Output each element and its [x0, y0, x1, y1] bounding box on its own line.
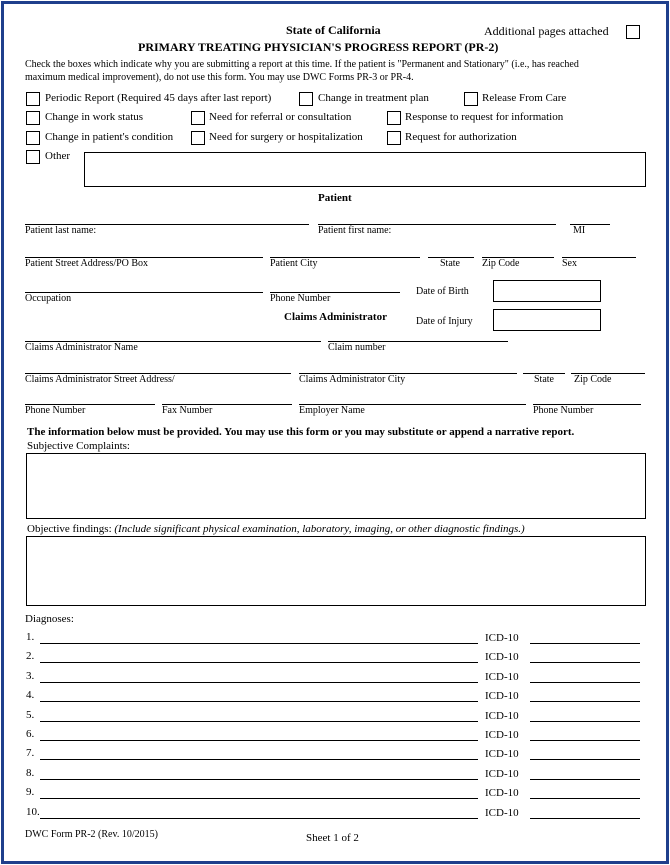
diagnosis-field[interactable]	[40, 701, 478, 702]
icd10-label: ICD-10	[485, 748, 519, 761]
authorization-label: Request for authorization	[405, 131, 517, 143]
diagnosis-field[interactable]	[40, 818, 478, 819]
change-treatment-checkbox[interactable]	[299, 92, 313, 106]
icd10-label: ICD-10	[485, 632, 519, 644]
patient-street-label: Patient Street Address/PO Box	[25, 258, 149, 269]
patient-zip-label: Zip Code	[482, 258, 520, 269]
diagnosis-number: 2.	[26, 650, 35, 663]
icd10-code-field[interactable]	[530, 643, 640, 644]
objective-findings-title: Objective findings:	[27, 523, 112, 535]
diagnosis-field[interactable]	[40, 721, 478, 722]
occupation-label: Occupation	[25, 293, 72, 304]
additional-pages-checkbox[interactable]	[626, 25, 640, 39]
other-checkbox[interactable]	[26, 150, 40, 164]
icd10-label: ICD-10	[485, 690, 519, 703]
icd10-code-field[interactable]	[530, 798, 640, 799]
icd10-label: ICD-10	[485, 670, 519, 683]
diagnosis-field[interactable]	[40, 662, 478, 663]
patient-city-label: Patient City	[270, 258, 318, 269]
diagnosis-number: 9.	[26, 786, 35, 799]
patient-condition-checkbox[interactable]	[26, 131, 40, 145]
icd10-code-field[interactable]	[530, 740, 640, 741]
claims-city-label: Claims Administrator City	[299, 374, 406, 385]
claims-street-label: Claims Administrator Street Address/	[25, 374, 175, 385]
icd10-code-field[interactable]	[530, 818, 640, 819]
diagnosis-field[interactable]	[40, 740, 478, 741]
periodic-report-checkbox[interactable]	[26, 92, 40, 106]
dob-field[interactable]	[493, 280, 601, 302]
release-care-checkbox[interactable]	[464, 92, 478, 106]
patient-mi-label: MI	[573, 225, 586, 236]
claims-state-label: State	[534, 374, 554, 385]
fax-label: Fax Number	[162, 405, 213, 416]
diagnosis-number: 4.	[26, 689, 35, 702]
response-checkbox[interactable]	[387, 111, 401, 125]
diagnosis-number: 6.	[26, 728, 35, 740]
referral-label: Need for referral or consultation	[209, 111, 352, 123]
claims-admin-heading: Claims Administrator	[284, 311, 387, 323]
diagnosis-field[interactable]	[40, 779, 478, 780]
patient-condition-label: Change in patient's condition	[45, 131, 174, 143]
claims-phone-label: Phone Number	[25, 405, 86, 416]
subjective-label: Subjective Complaints:	[27, 440, 130, 452]
icd10-code-field[interactable]	[530, 721, 640, 722]
diagnosis-number: 5.	[26, 708, 35, 721]
icd10-label: ICD-10	[485, 787, 519, 800]
additional-pages-label: Additional pages attached	[484, 24, 609, 38]
instructions-line-2: maximum medical improvement), do not use this form. You may use DWC Forms PR-3 or PR-4.	[25, 72, 414, 83]
diagnosis-number: 10.	[26, 805, 40, 818]
employer-phone-label: Phone Number	[533, 405, 594, 416]
icd10-code-field[interactable]	[530, 759, 640, 760]
work-status-checkbox[interactable]	[26, 111, 40, 125]
diagnosis-field[interactable]	[40, 682, 478, 683]
doi-field[interactable]	[493, 309, 601, 331]
patient-phone-label: Phone Number	[270, 293, 331, 304]
claim-number-label: Claim number	[328, 342, 386, 353]
icd10-code-field[interactable]	[530, 779, 640, 780]
patient-state-label: State	[440, 258, 460, 269]
icd10-label: ICD-10	[485, 651, 519, 664]
diagnoses-heading: Diagnoses:	[25, 613, 74, 625]
objective-findings-note: (Include significant physical examination, laboratory, imaging, or other diagnostic findings.)	[114, 523, 525, 535]
diagnosis-number: 8.	[26, 766, 35, 779]
diagnosis-field[interactable]	[40, 759, 478, 760]
objective-findings-field[interactable]	[26, 536, 646, 606]
required-info-notice: The information below must be provided. You may use this form or you may substitute or append a narrative report.	[27, 426, 575, 438]
patient-first-name-label: Patient first name:	[318, 225, 392, 236]
sheet-number: Sheet 1 of 2	[306, 832, 359, 844]
dob-label: Date of Birth	[416, 286, 469, 297]
patient-heading: Patient	[318, 192, 352, 204]
release-care-label: Release From Care	[482, 92, 567, 104]
referral-checkbox[interactable]	[191, 111, 205, 125]
change-treatment-label: Change in treatment plan	[318, 92, 429, 104]
doi-label: Date of Injury	[416, 316, 473, 327]
state-heading: State of California	[286, 23, 381, 37]
periodic-report-label: Periodic Report (Required 45 days after last report)	[45, 92, 272, 104]
response-label: Response to request for information	[405, 111, 564, 123]
diagnosis-field[interactable]	[40, 643, 478, 644]
subjective-complaints-field[interactable]	[26, 453, 646, 519]
diagnosis-field[interactable]	[40, 798, 478, 799]
icd10-code-field[interactable]	[530, 701, 640, 702]
icd10-code-field[interactable]	[530, 682, 640, 683]
other-label: Other	[45, 150, 71, 162]
claims-zip-label: Zip Code	[574, 374, 612, 385]
icd10-label: ICD-10	[485, 767, 519, 780]
form-id: DWC Form PR-2 (Rev. 10/2015)	[25, 829, 158, 840]
icd10-label: ICD-10	[485, 806, 519, 819]
authorization-checkbox[interactable]	[387, 131, 401, 145]
claims-admin-name-label: Claims Administrator Name	[25, 342, 138, 353]
surgery-checkbox[interactable]	[191, 131, 205, 145]
form-title: PRIMARY TREATING PHYSICIAN'S PROGRESS REPORT (PR-2)	[138, 40, 499, 54]
surgery-label: Need for surgery or hospitalization	[209, 131, 363, 143]
icd10-label: ICD-10	[485, 709, 519, 722]
icd10-code-field[interactable]	[530, 662, 640, 663]
diagnosis-number: 3.	[26, 669, 35, 682]
work-status-label: Change in work status	[45, 111, 144, 123]
objective-findings-label	[27, 523, 525, 535]
diagnosis-number: 7.	[26, 747, 35, 760]
patient-sex-label: Sex	[562, 258, 577, 269]
instructions-line-1: Check the boxes which indicate why you are submitting a report at this time. If the patient is "Permanent and Stationary" (i.e., has reached	[25, 59, 579, 70]
diagnosis-number: 1.	[26, 631, 35, 643]
patient-last-name-label: Patient last name:	[25, 225, 97, 236]
icd10-label: ICD-10	[485, 729, 519, 741]
other-text-field[interactable]	[84, 152, 646, 187]
employer-name-label: Employer Name	[299, 405, 365, 416]
